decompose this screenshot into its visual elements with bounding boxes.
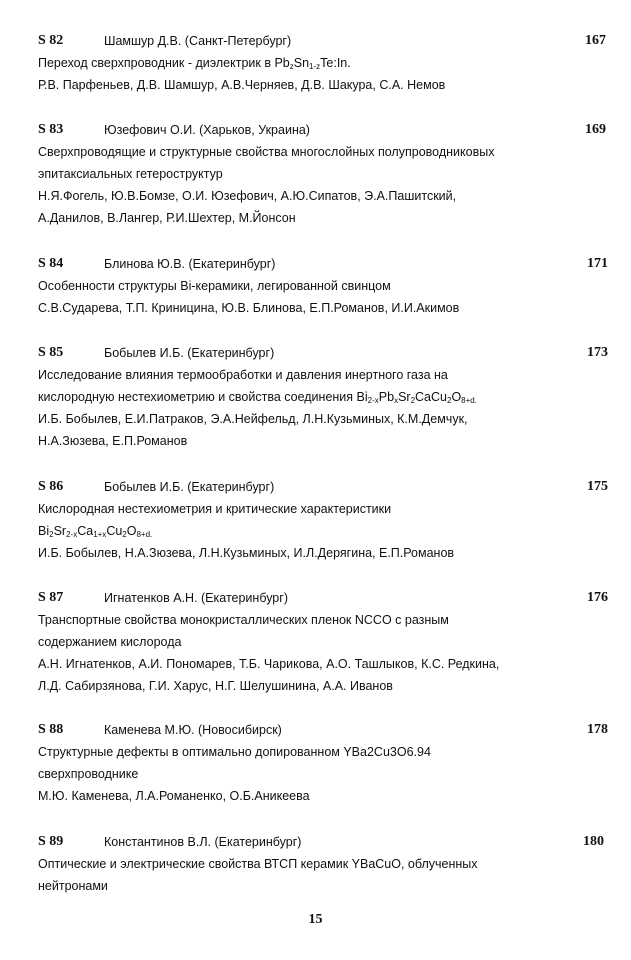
entry-authors-line: Л.Д. Сабирзянова, Г.И. Харус, Н.Г. Шелушинина, А.А. Иванов <box>38 679 393 693</box>
entry-s88 <box>38 719 608 807</box>
entry-speaker: Бобылев И.Б. (Екатеринбург) <box>104 346 275 360</box>
formula-part: O <box>126 524 137 538</box>
formula-part: Pb <box>378 390 395 404</box>
entry-page: 176 <box>587 590 608 605</box>
entry-authors: Р.В. Парфеньев, Д.В. Шамшур, А.В.Черняев, Д.В. Шакура, С.А. Немов <box>38 78 446 92</box>
entry-code: S 89 <box>38 834 64 849</box>
entry-header <box>38 342 608 364</box>
entry-header <box>38 831 608 853</box>
entry-authors-line: А.Н. Игнатенков, А.И. Пономарев, Т.Б. Чарикова, А.О. Ташлыков, К.С. Редкина, <box>38 657 500 671</box>
entry-speaker: Юзефович О.И. (Харьков, Украина) <box>104 123 310 137</box>
entry-page: 178 <box>587 722 608 737</box>
formula-sub: 2 <box>122 530 127 539</box>
formula-sub: 2 <box>410 396 416 405</box>
entry-speaker: Каменева М.Ю. (Новосибирск) <box>104 723 282 737</box>
entry-speaker: Блинова Ю.В. (Екатеринбург) <box>104 257 276 271</box>
entry-code: S 82 <box>38 33 64 48</box>
entry-header <box>38 476 608 498</box>
entry-code: S 85 <box>38 345 64 360</box>
entry-code: S 86 <box>38 479 64 494</box>
entry-authors-line: И.Б. Бобылев, Н.А.Зюзева, Л.Н.Кузьминых, И.Л.Дерягина, Е.П.Романов <box>38 546 455 560</box>
entry-authors-line: Н.Я.Фогель, Ю.В.Бомзе, О.И. Юзефович, А.Ю.Сипатов, Э.А.Пашитский, <box>38 189 457 203</box>
entry-authors-line: А.Данилов, В.Лангер, Р.И.Шехтер, М.Йонсон <box>38 211 296 225</box>
formula-part: Cu <box>106 524 123 538</box>
entry-page: 167 <box>585 33 606 48</box>
entry-authors-line: С.В.Сударева, Т.П. Криницина, Ю.В. Блинова, Е.П.Романов, И.И.Акимов <box>38 301 460 315</box>
entry-s89 <box>38 831 608 897</box>
entry-title-line: кислородную нестехиометрию и свойства соединения Bi <box>38 390 368 404</box>
entry-title <box>38 52 608 74</box>
page-number: 15 <box>308 912 323 927</box>
entry-s86 <box>38 476 608 564</box>
entry-title-line: нейтронами <box>38 879 108 893</box>
entry-code: S 88 <box>38 722 64 737</box>
entry-s83 <box>38 119 608 229</box>
formula-part: Te:In. <box>320 56 351 70</box>
entry-title-line: содержанием кислорода <box>38 635 182 649</box>
formula-part: Ca <box>77 524 94 538</box>
formula-sub: 2 <box>49 530 54 539</box>
entry-page: 169 <box>585 122 606 137</box>
entry-title-line: Структурные дефекты в оптимально допированном YBa2Cu3O6.94 <box>38 745 431 759</box>
entry-title-line: эпитаксиальных гетероструктур <box>38 167 223 181</box>
entry-header <box>38 119 608 141</box>
entry-s82 <box>38 30 608 96</box>
entry-title-line: Особенности структуры Bi-керамики, легированной свинцом <box>38 279 391 293</box>
entry-title-line: Исследование влияния термообработки и давления инертного газа на <box>38 368 448 382</box>
entry-authors-line: М.Ю. Каменева, Л.А.Романенко, О.Б.Аникеева <box>38 789 310 803</box>
formula-part: Sr <box>398 390 411 404</box>
entry-title-formula-line <box>38 386 608 408</box>
entry-title-line: Сверхпроводящие и структурные свойства многослойных полупроводниковых <box>38 145 495 159</box>
entry-title-formula-line <box>38 520 608 542</box>
formula-part: Sn <box>293 56 310 70</box>
formula-sub: 8+d. <box>461 396 477 405</box>
entry-title-line: сверхпроводнике <box>38 767 139 781</box>
entry-title-line: Оптические и электрические свойства ВТСП керамик YBaCuO, облученных <box>38 857 478 871</box>
formula-sub: x <box>394 396 399 405</box>
entry-page: 171 <box>587 256 608 271</box>
entry-speaker: Константинов В.Л. (Екатеринбург) <box>104 835 302 849</box>
entry-page: 180 <box>583 834 604 849</box>
entry-speaker: Шамшур Д.В. (Санкт-Петербург) <box>104 34 292 48</box>
formula-sub: 2-x <box>367 396 379 405</box>
entry-header <box>38 30 608 52</box>
entry-title-line: Кислородная нестехиометрия и критические характеристики <box>38 502 392 516</box>
entry-title-line: Транспортные свойства монокристаллических пленок NCCO с разным <box>38 613 449 627</box>
entry-title-line: Переход сверхпроводник - диэлектрик в Pb <box>38 56 290 70</box>
formula-part: O <box>451 390 462 404</box>
entry-code: S 83 <box>38 122 64 137</box>
formula-sub: 8+d. <box>136 530 153 539</box>
entry-authors-line: И.Б. Бобылев, Е.И.Патраков, Э.А.Нейфельд, Л.Н.Кузьминых, К.М.Демчук, <box>38 412 468 426</box>
entry-authors-line: Н.А.Зюзева, Е.П.Романов <box>38 434 188 448</box>
entry-page: 175 <box>587 479 608 494</box>
entry-header <box>38 587 608 609</box>
entry-code: S 84 <box>38 256 64 271</box>
entry-speaker: Бобылев И.Б. (Екатеринбург) <box>104 480 275 494</box>
formula-sub: 1+x <box>93 530 107 539</box>
entry-s84 <box>38 253 608 319</box>
formula-sub: 2 <box>446 396 452 405</box>
entry-s85 <box>38 342 608 452</box>
formula-part: CaCu <box>415 390 447 404</box>
entry-speaker: Игнатенков А.Н. (Екатеринбург) <box>104 591 288 605</box>
entry-title-line: Bi <box>38 524 50 538</box>
entry-header <box>38 253 608 275</box>
formula-sub: 2-x <box>66 530 78 539</box>
entry-page: 173 <box>587 345 608 360</box>
entry-code: S 87 <box>38 590 64 605</box>
entry-header <box>38 719 608 741</box>
formula-sub: z <box>289 62 294 71</box>
formula-sub: 1-z <box>309 62 321 71</box>
entry-s87 <box>38 587 608 697</box>
formula-part: Sr <box>53 524 67 538</box>
